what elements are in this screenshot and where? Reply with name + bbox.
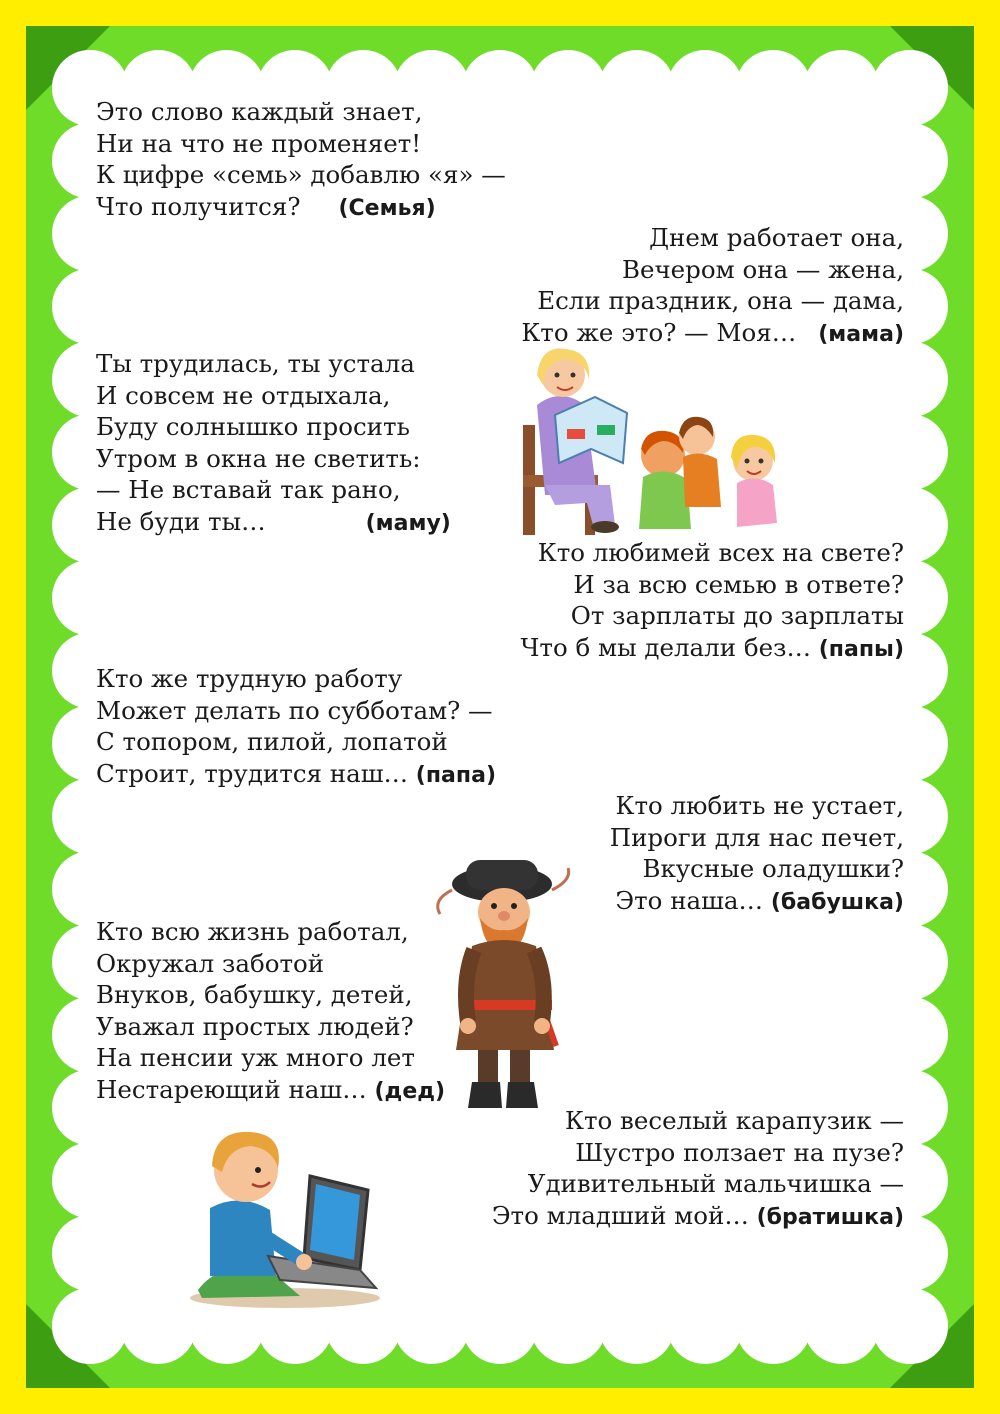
riddle-line: Кто же это? — Моя… [521, 317, 797, 347]
scallop [872, 1288, 948, 1364]
answer-label: (папа) [415, 762, 496, 788]
scallop [872, 924, 948, 1000]
scallop [804, 1288, 880, 1364]
scallop [872, 50, 948, 126]
riddle-line-with-answer [96, 758, 496, 792]
answer-label: (дед) [374, 1078, 446, 1104]
answer-label: (Семья) [338, 195, 436, 221]
boy-with-laptop-illustration [180, 1120, 390, 1310]
riddle-line: — Не вставай так рано, [96, 475, 401, 505]
riddle-line: Не буди ты… [96, 506, 266, 536]
riddle-line: Внуков, бабушку, детей, [96, 980, 413, 1010]
scallop [530, 50, 606, 126]
scallop [872, 997, 948, 1073]
riddle-line: Кто всю жизнь работал, [96, 917, 409, 946]
answer-label: (папы) [818, 636, 904, 662]
riddle-line-with-answer [520, 632, 904, 666]
riddle-dad-builds [96, 663, 496, 791]
scallop [667, 50, 743, 126]
riddle-line: Кто любимей всех на свете? [537, 538, 904, 567]
answer-label: (мама) [818, 321, 904, 347]
riddle-grandmother [610, 790, 904, 918]
riddle-line: Ты трудилась, ты устала [96, 349, 415, 378]
scallop [599, 50, 675, 126]
answer-label: (бабушка) [770, 889, 904, 915]
riddle-little-brother [492, 1105, 904, 1233]
riddle-line-with-answer [96, 191, 506, 225]
scallop [394, 1288, 470, 1364]
riddle-line: Это младший мой… [491, 1200, 749, 1230]
scallop [52, 1142, 128, 1218]
riddle-line: Удивительный мальчишка — [527, 1169, 904, 1199]
scallop [52, 1288, 128, 1364]
riddle-father [520, 537, 904, 665]
riddle-line: Строит, трудится наш… [96, 758, 408, 788]
riddle-line-with-answer [610, 885, 904, 919]
riddle-line: Окружал заботой [96, 948, 325, 978]
scallop [462, 1288, 538, 1364]
riddle-line: И совсем не отдыхала, [96, 380, 391, 410]
answer-label: (братишка) [756, 1204, 904, 1230]
riddle-line-with-answer [96, 1074, 445, 1108]
riddle-line: С топором, пилой, лопатой [96, 727, 448, 757]
scallop [872, 341, 948, 417]
scallop [530, 1288, 606, 1364]
answer-label: (маму) [365, 510, 451, 536]
scallop [52, 1215, 128, 1291]
riddle-line: Кто веселый карапузик — [565, 1106, 904, 1135]
riddle-line: Это наша… [615, 885, 764, 915]
riddle-line: Что б мы делали без… [520, 632, 811, 662]
riddle-line: Буду солнышко просить [96, 412, 410, 442]
riddle-line: Если праздник, она — дама, [537, 286, 904, 316]
scallop [52, 268, 128, 344]
riddle-line: От зарплаты до зарплаты [570, 601, 904, 631]
scallop [872, 123, 948, 199]
mother-reading-to-children-illustration [515, 345, 785, 535]
scallop [599, 1288, 675, 1364]
riddle-line: Утром в окна не светить: [96, 443, 421, 473]
riddle-line: Вкусные оладушки? [642, 854, 904, 884]
riddle-family [96, 96, 506, 224]
riddle-line: Уважал простых людей? [96, 1011, 414, 1041]
riddle-line: Может делать по субботам? — [96, 695, 493, 725]
scallop [735, 50, 811, 126]
riddle-line: Нестареющий наш… [96, 1074, 367, 1104]
riddle-line: Вечером она — жена, [621, 254, 904, 284]
riddle-mom-sleep [96, 348, 451, 540]
riddle-line: Это слово каждый знает, [96, 97, 423, 126]
riddle-line: На пенсии уж много лет [96, 1043, 415, 1073]
scallop [667, 1288, 743, 1364]
riddle-line: Пироги для нас печет, [609, 822, 904, 852]
riddle-line: Ни на что не променяет! [96, 128, 422, 158]
riddle-grandfather [96, 916, 445, 1108]
riddle-line-with-answer [492, 1200, 904, 1234]
scallop [872, 414, 948, 490]
riddle-line: Кто любить не устает, [615, 791, 904, 820]
grandfather-illustration [422, 850, 582, 1110]
scallop [735, 1288, 811, 1364]
scallop [804, 50, 880, 126]
riddle-line: К цифре «семь» добавлю «я» — [96, 160, 506, 190]
riddle-line: Что получится? [96, 191, 301, 221]
riddle-line: Шустро ползает на пузе? [575, 1137, 904, 1167]
scallop [872, 705, 948, 781]
riddle-line: И за всю семью в ответе? [573, 569, 904, 599]
riddle-line-with-answer [96, 506, 451, 540]
riddle-mother [521, 222, 904, 350]
riddle-line: Кто же трудную работу [96, 664, 403, 693]
scallop [52, 560, 128, 636]
riddle-line: Днем работает она, [649, 223, 904, 252]
